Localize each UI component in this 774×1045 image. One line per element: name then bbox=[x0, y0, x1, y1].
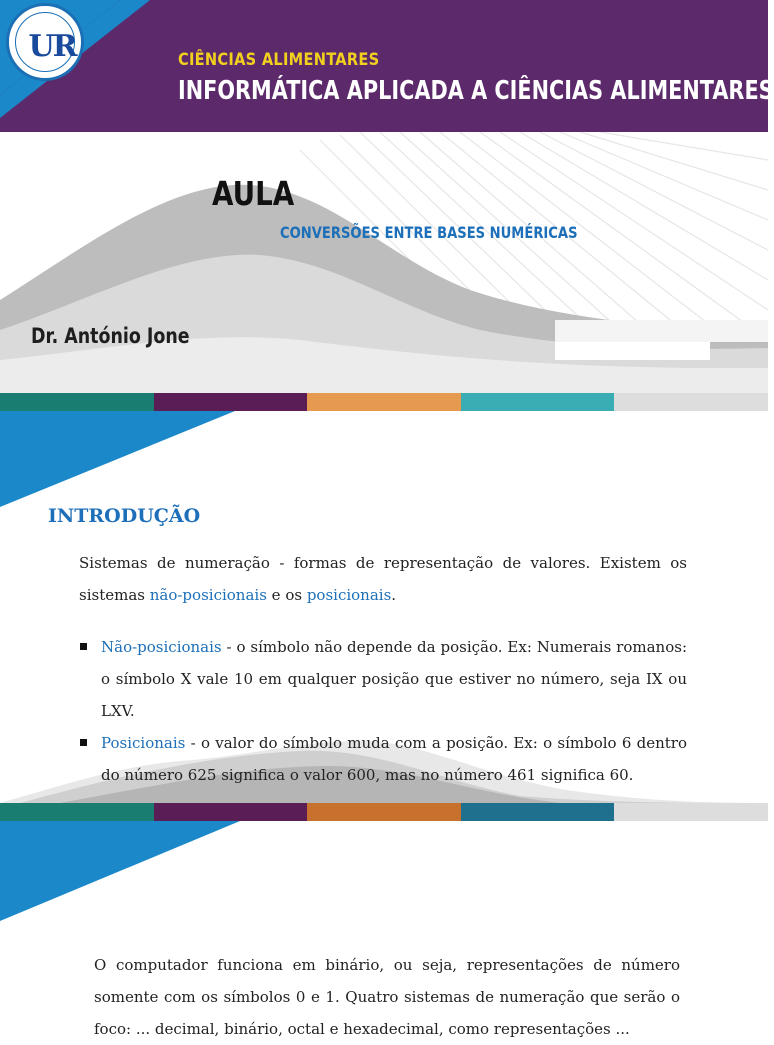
course-title: INFORMÁTICA APLICADA A CIÊNCIAS ALIMENTARES bbox=[178, 76, 774, 106]
bullet-square-icon bbox=[80, 643, 87, 650]
color-band bbox=[0, 393, 768, 411]
bullet-square-icon bbox=[80, 739, 87, 746]
logo-letters: UR bbox=[28, 29, 76, 64]
intro-text-start: Sistemas de numeração - formas de representação de valores. Existem os sistemas bbox=[79, 554, 687, 604]
color-band bbox=[0, 803, 768, 821]
bullet-list bbox=[80, 631, 687, 791]
bullet-text: - o valor do símbolo muda com a posição. Ex: o símbolo 6 dentro do número 625 significa o valor 600, mas no número 461 significa 60. bbox=[101, 734, 687, 784]
term-non-positional: não-posicionais bbox=[149, 586, 267, 604]
cover-slide bbox=[0, 0, 774, 411]
intro-paragraph bbox=[79, 547, 687, 611]
author-name: Dr. António Jone bbox=[31, 324, 190, 348]
intro-text-mid: e os bbox=[266, 586, 307, 604]
intro-text-end: . bbox=[391, 586, 397, 604]
term-positional: posicionais bbox=[306, 586, 392, 604]
binary-slide bbox=[0, 821, 768, 1038]
lesson-heading: AULA bbox=[212, 174, 295, 213]
logo-inner-ring bbox=[15, 12, 75, 72]
binary-paragraph: O computador funciona em binário, ou seja, representações de número somente com os símbolos 0 e 1. Quatro sistemas de numeração que serão o foco: ... decimal, binário, octal e hexadecimal, como representações ... bbox=[94, 956, 680, 1038]
lesson-topic: CONVERSÕES ENTRE BASES NUMÉRICAS bbox=[280, 223, 578, 242]
introduction-slide bbox=[0, 411, 768, 821]
section-title: INTRODUÇÃO bbox=[48, 505, 201, 527]
course-subtitle: CIÊNCIAS ALIMENTARES bbox=[178, 50, 380, 70]
cover-background bbox=[0, 0, 768, 411]
list-item bbox=[80, 631, 687, 727]
university-logo bbox=[6, 3, 84, 81]
bullet-term: Não-posicionais bbox=[101, 638, 222, 656]
list-item bbox=[80, 727, 687, 791]
bullet-text: - o símbolo não depende da posição. Ex: Numerais romanos: o símbolo X vale 10 em qualquer posição que estiver no número, seja IX ou LXV. bbox=[101, 638, 687, 720]
bullet-term: Posicionais bbox=[101, 734, 186, 752]
